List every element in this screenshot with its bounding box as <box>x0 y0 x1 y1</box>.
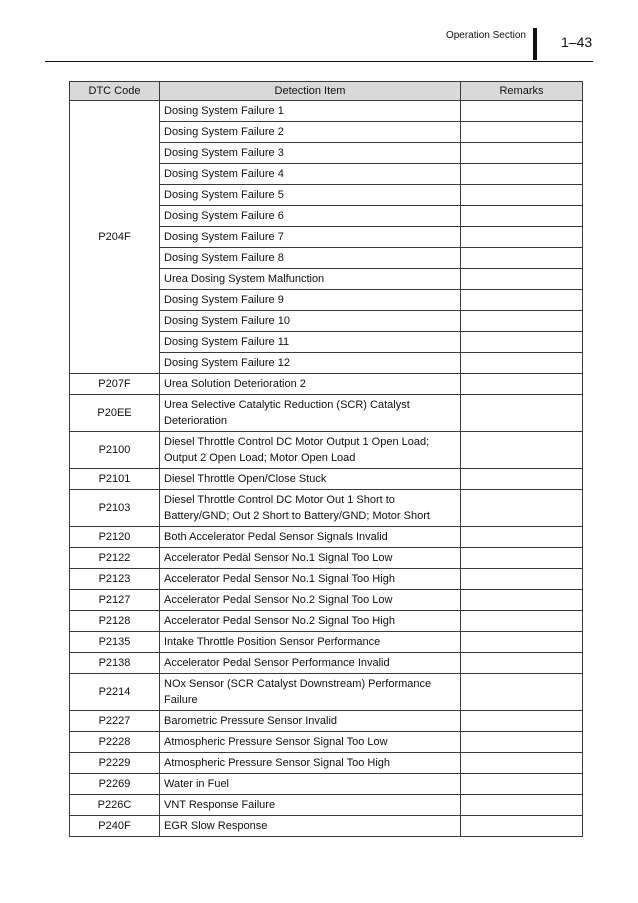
detection-item-cell: VNT Response Failure <box>160 795 461 816</box>
table-row <box>70 711 583 732</box>
dtc-code-cell: P2229 <box>70 753 160 774</box>
remarks-cell <box>461 816 583 837</box>
detection-item-cell: Urea Selective Catalytic Reduction (SCR) Catalyst Deterioration <box>160 395 461 432</box>
dtc-code-cell: P20EE <box>70 395 160 432</box>
table-row <box>70 632 583 653</box>
dtc-code-cell: P2101 <box>70 469 160 490</box>
table-row <box>70 674 583 711</box>
table-row <box>70 490 583 527</box>
table-row <box>70 653 583 674</box>
detection-item-cell: Both Accelerator Pedal Sensor Signals Invalid <box>160 527 461 548</box>
remarks-cell <box>461 490 583 527</box>
detection-item-cell: Atmospheric Pressure Sensor Signal Too High <box>160 753 461 774</box>
detection-item-cell: Dosing System Failure 5 <box>160 185 461 206</box>
detection-item-cell: Accelerator Pedal Sensor No.1 Signal Too Low <box>160 548 461 569</box>
dtc-code-cell: P2128 <box>70 611 160 632</box>
table-row <box>70 774 583 795</box>
remarks-cell <box>461 527 583 548</box>
detection-item-cell: Diesel Throttle Control DC Motor Output 1 Open Load; Output 2 Open Load; Motor Open Load <box>160 432 461 469</box>
dtc-code-cell: P2135 <box>70 632 160 653</box>
remarks-cell <box>461 101 583 122</box>
detection-item-cell: Dosing System Failure 11 <box>160 332 461 353</box>
remarks-cell <box>461 122 583 143</box>
remarks-cell <box>461 774 583 795</box>
header-rule <box>45 61 593 62</box>
detection-item-cell: Atmospheric Pressure Sensor Signal Too Low <box>160 732 461 753</box>
remarks-cell <box>461 185 583 206</box>
dtc-code-cell: P2120 <box>70 527 160 548</box>
table-row <box>70 548 583 569</box>
table-row <box>70 101 583 122</box>
dtc-code-cell: P2138 <box>70 653 160 674</box>
detection-item-cell: Urea Solution Deterioration 2 <box>160 374 461 395</box>
table-row <box>70 395 583 432</box>
detection-item-cell: Dosing System Failure 4 <box>160 164 461 185</box>
detection-item-cell: Barometric Pressure Sensor Invalid <box>160 711 461 732</box>
detection-item-cell: Dosing System Failure 8 <box>160 248 461 269</box>
detection-item-cell: Dosing System Failure 3 <box>160 143 461 164</box>
table-row <box>70 795 583 816</box>
detection-item-cell: Dosing System Failure 12 <box>160 353 461 374</box>
remarks-cell <box>461 227 583 248</box>
remarks-cell <box>461 711 583 732</box>
dtc-code-cell: P2214 <box>70 674 160 711</box>
table-row <box>70 611 583 632</box>
column-header-dtc-code: DTC Code <box>70 82 160 101</box>
detection-item-cell: Dosing System Failure 9 <box>160 290 461 311</box>
dtc-code-cell: P2269 <box>70 774 160 795</box>
detection-item-cell: Accelerator Pedal Sensor Performance Invalid <box>160 653 461 674</box>
detection-item-cell: Dosing System Failure 2 <box>160 122 461 143</box>
remarks-cell <box>461 653 583 674</box>
section-title: Operation Section <box>445 30 526 41</box>
column-header-remarks: Remarks <box>461 82 583 101</box>
remarks-cell <box>461 548 583 569</box>
remarks-cell <box>461 795 583 816</box>
remarks-cell <box>461 248 583 269</box>
table-row <box>70 469 583 490</box>
detection-item-cell: Water in Fuel <box>160 774 461 795</box>
page-header <box>0 0 638 62</box>
dtc-code-cell: P226C <box>70 795 160 816</box>
detection-item-cell: EGR Slow Response <box>160 816 461 837</box>
remarks-cell <box>461 353 583 374</box>
remarks-cell <box>461 164 583 185</box>
remarks-cell <box>461 311 583 332</box>
detection-item-cell: Dosing System Failure 10 <box>160 311 461 332</box>
remarks-cell <box>461 332 583 353</box>
table-row <box>70 374 583 395</box>
detection-item-cell: Accelerator Pedal Sensor No.2 Signal Too High <box>160 611 461 632</box>
detection-item-cell: Dosing System Failure 1 <box>160 101 461 122</box>
dtc-code-cell: P2122 <box>70 548 160 569</box>
remarks-cell <box>461 632 583 653</box>
table-row <box>70 569 583 590</box>
detection-item-cell: Diesel Throttle Control DC Motor Out 1 Short to Battery/GND; Out 2 Short to Battery/GND; Motor Short <box>160 490 461 527</box>
table-row <box>70 590 583 611</box>
detection-item-cell: Dosing System Failure 7 <box>160 227 461 248</box>
dtc-code-cell: P2127 <box>70 590 160 611</box>
remarks-cell <box>461 732 583 753</box>
remarks-cell <box>461 374 583 395</box>
table-row <box>70 816 583 837</box>
dtc-code-cell: P2228 <box>70 732 160 753</box>
dtc-table <box>69 81 583 837</box>
remarks-cell <box>461 590 583 611</box>
remarks-cell <box>461 611 583 632</box>
remarks-cell <box>461 469 583 490</box>
detection-item-cell: Dosing System Failure 6 <box>160 206 461 227</box>
table-row <box>70 753 583 774</box>
remarks-cell <box>461 674 583 711</box>
dtc-code-cell: P2100 <box>70 432 160 469</box>
table-row <box>70 527 583 548</box>
detection-item-cell: Diesel Throttle Open/Close Stuck <box>160 469 461 490</box>
detection-item-cell: NOx Sensor (SCR Catalyst Downstream) Performance Failure <box>160 674 461 711</box>
remarks-cell <box>461 753 583 774</box>
table-row <box>70 432 583 469</box>
dtc-code-cell: P207F <box>70 374 160 395</box>
page-number: 1–43 <box>561 34 593 50</box>
dtc-code-cell: P2103 <box>70 490 160 527</box>
detection-item-cell: Intake Throttle Position Sensor Performance <box>160 632 461 653</box>
dtc-code-cell: P2227 <box>70 711 160 732</box>
detection-item-cell: Urea Dosing System Malfunction <box>160 269 461 290</box>
dtc-code-cell: P240F <box>70 816 160 837</box>
header-bar <box>533 28 537 60</box>
remarks-cell <box>461 269 583 290</box>
detection-item-cell: Accelerator Pedal Sensor No.1 Signal Too High <box>160 569 461 590</box>
dtc-code-cell: P2123 <box>70 569 160 590</box>
remarks-cell <box>461 569 583 590</box>
remarks-cell <box>461 432 583 469</box>
table-row <box>70 732 583 753</box>
table-header-row <box>70 82 583 101</box>
column-header-detection-item: Detection Item <box>160 82 461 101</box>
detection-item-cell: Accelerator Pedal Sensor No.2 Signal Too Low <box>160 590 461 611</box>
remarks-cell <box>461 143 583 164</box>
remarks-cell <box>461 206 583 227</box>
dtc-code-cell: P204F <box>70 101 160 374</box>
remarks-cell <box>461 395 583 432</box>
remarks-cell <box>461 290 583 311</box>
